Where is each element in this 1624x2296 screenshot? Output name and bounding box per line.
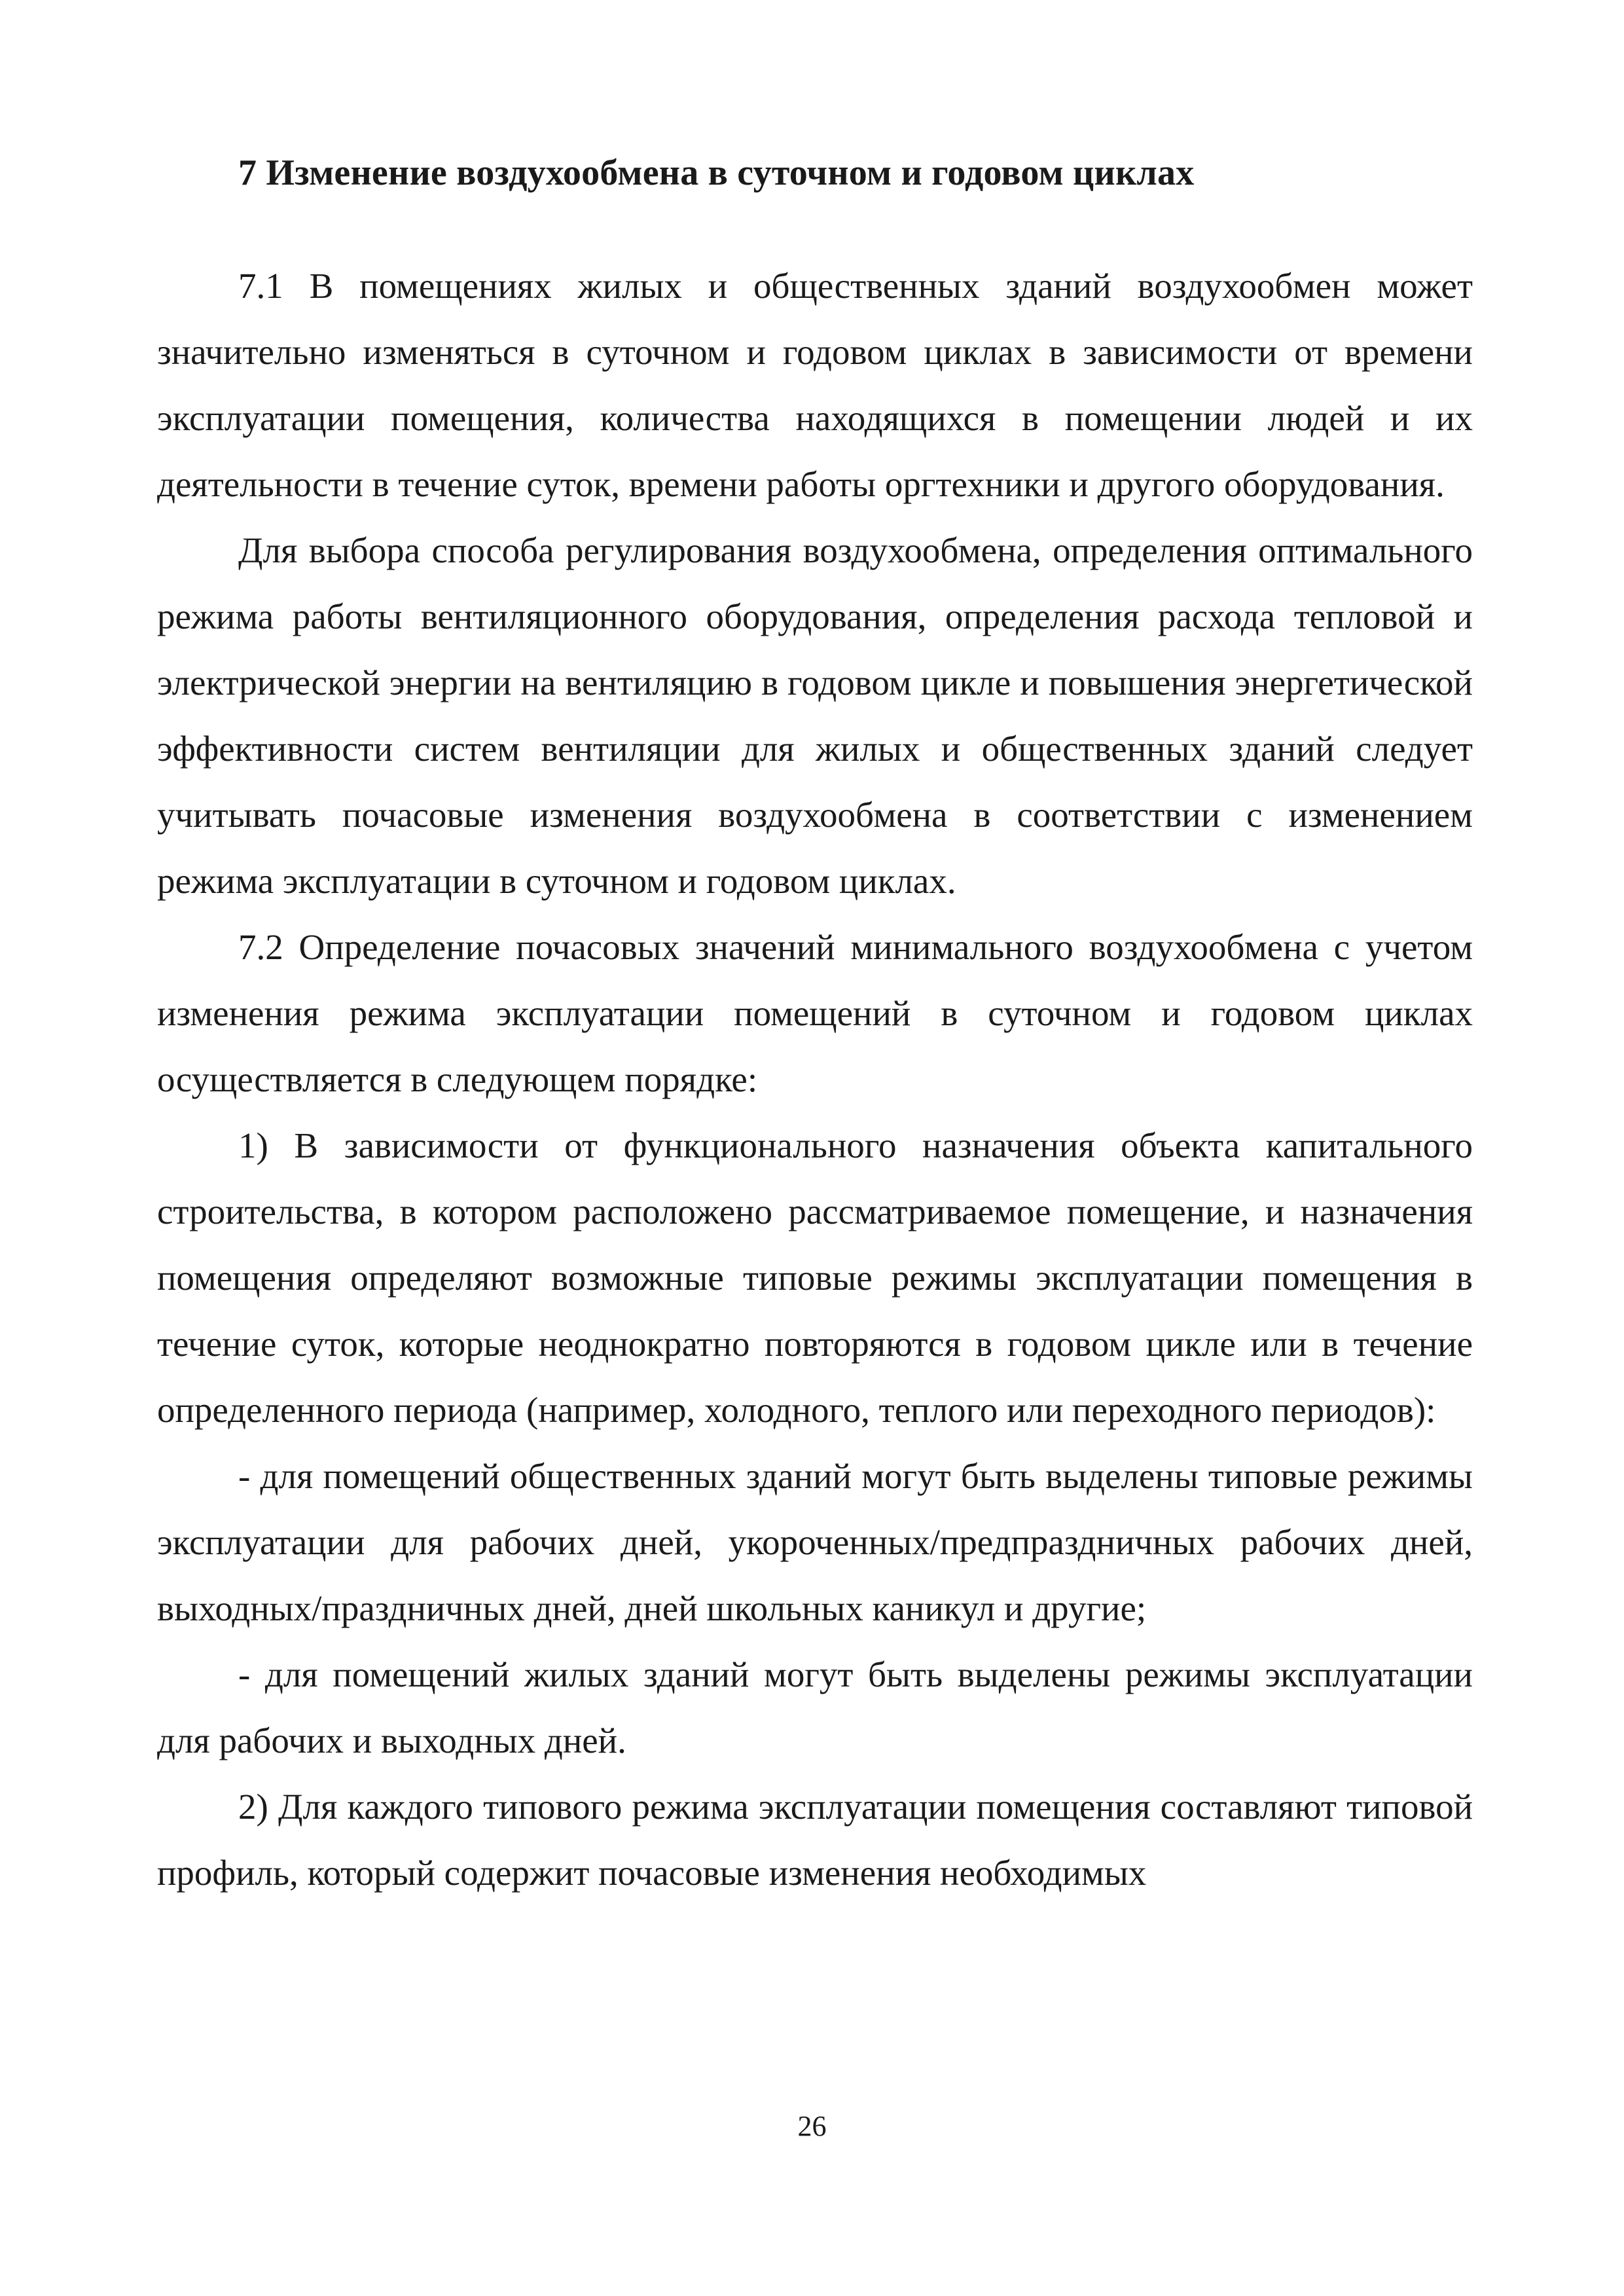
section-heading: 7 Изменение воздухообмена в суточном и годовом циклах xyxy=(238,153,1195,193)
list-item-public-buildings: - для помещений общественных зданий могут быть выделены типовые режимы эксплуатации для рабочих дней, укороченных/предпраздничных рабочих дней, выходных/праздничных дней, дней школьных каникул и другие; xyxy=(157,1456,1473,1628)
paragraph-step-1: 1) В зависимости от функционального назначения объекта капитального строительства, в котором расположено рассматриваемое помещение, и назначения помещения определяют возможные типовые режимы эксплуатации помещения в течение суток, которые неоднократно повторяются в годовом цикле или в течение определенного периода (например, холодного, теплого или переходного периодов): xyxy=(157,1125,1473,1430)
paragraph-7-2: 7.2 Определение почасовых значений минимального воздухообмена с учетом изменения режима эксплуатации помещений в суточном и годовом циклах осуществляется в следующем порядке: xyxy=(157,927,1473,1099)
paragraph-step-2: 2) Для каждого типового режима эксплуатации помещения составляют типовой профиль, который содержит почасовые изменения необходимых xyxy=(157,1787,1473,1893)
list-item-residential-buildings: - для помещений жилых зданий могут быть выделены режимы эксплуатации для рабочих и выходных дней. xyxy=(157,1654,1473,1760)
paragraph-regulation-purpose: Для выбора способа регулирования воздухообмена, определения оптимального режима работы вентиляционного оборудования, определения расхода тепловой и электрической энергии на вентиляцию в годовом цикле и повышения энергетической эффективности систем вентиляции для жилых и общественных зданий следует учитывать почасовые изменения воздухообмена в соответствии с изменением режима эксплуатации в суточном и годовом циклах. xyxy=(157,530,1473,901)
page-number: 26 xyxy=(797,2110,827,2142)
paragraph-7-1: 7.1 В помещениях жилых и общественных зданий воздухообмен может значительно изменяться в суточном и годовом циклах в зависимости от времени эксплуатации помещения, количества находящихся в помещении людей и их деятельности в течение суток, времени работы оргтехники и другого оборудования. xyxy=(157,266,1473,504)
page-content xyxy=(157,149,1473,1906)
